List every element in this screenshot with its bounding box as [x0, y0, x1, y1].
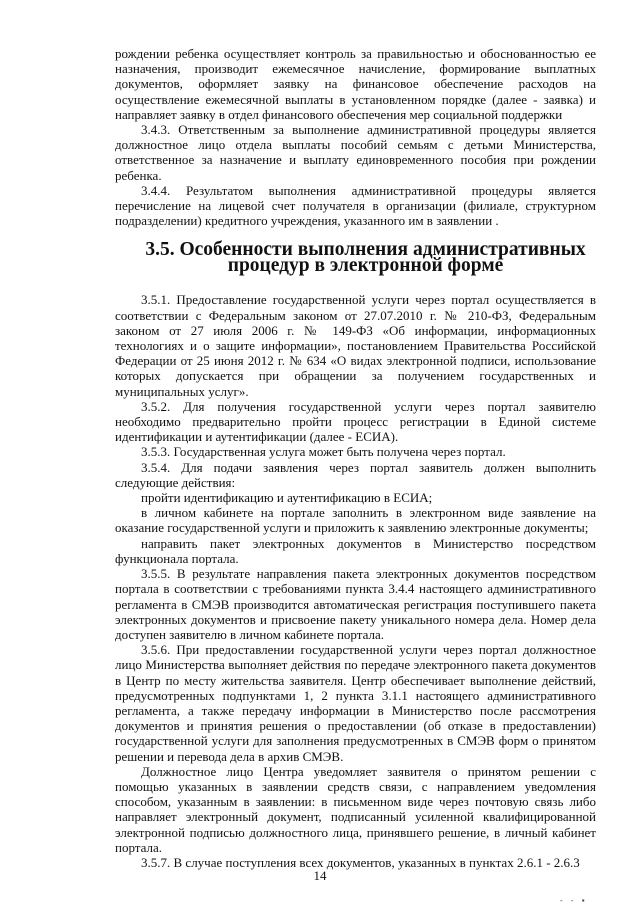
top-section [115, 46, 596, 228]
section-heading: 3.5. Особенности выполнения административных процедур в электронной форме [145, 239, 586, 277]
scan-marks: - - ▪ [560, 896, 588, 905]
page-number: 14 [313, 868, 327, 883]
paragraph: 3.5.6. При предоставлении государственной услуги через портал должностное лицо Министерства выполняет действия по передаче электронного пакета документов в Центр по месту жительства заявителя. Центр обеспечивает выполнение действий, предусмотренных подпунктами 1, 2 пункта 3.1.1 настоящего административного регламента, а также передачу информации в Министерство после рассмотрения документов и принятия решения о предоставлении (об отказе в предоставлении) государственной услуги для заполнения предусмотренных в СМЭВ форм о принятом решении и перевода дела в архив СМЭВ. [115, 642, 596, 764]
paragraph: Должностное лицо Центра уведомляет заявителя о принятом решении с помощью указанных в заявлении средств связи, с направлением уведомления способом, указанным в заявлении: в письменном виде через почтовую связь либо направляет электронный документ, подписанный усиленной квалифицированной электронной подписью должностного лица, принявшего решение, в личный кабинет портала. [115, 763, 596, 855]
paragraph: 3.5.7. В случае поступления всех документов, указанных в пунктах 2.6.1 - 2.6.3 [141, 854, 580, 870]
paragraph: в личном кабинете на портале заполнить в электронном виде заявление на оказание государственной услуги и приложить к заявлению электронные документы; [115, 505, 596, 536]
paragraph: 3.4.3. Ответственным за выполнение административной процедуры является должностное лицо отдела выплаты пособий семьям с детьми Министерства, ответственное за назначение и выплату единовременного пособия при рождении ребенка. [115, 122, 596, 183]
paragraph: рождении ребенка осуществляет контроль за правильностью и обоснованностью ее назначения, производит ежемесячное начисление, формирование выплатных документов, оформляет заявку на финансовое обеспечение расходов на осуществление ежемесячной выплаты в установленном порядке (далее - заявка) и направляет заявку в отдел финансового обеспечения мер социальной поддержки [115, 46, 596, 122]
bottom-section [115, 292, 596, 870]
paragraph: 3.4.4. Результатом выполнения административной процедуры является перечисление на лицевой счет получателя в организации (филиале, структурном подразделении) кредитного учреждения, указанного им в заявлении . [115, 182, 596, 229]
paragraph: 3.5.2. Для получения государственной услуги через портал заявителю необходимо предварительно пройти процесс регистрации в Единой системе идентификации и аутентификации (далее - ЕСИА). [115, 398, 596, 445]
paragraph: направить пакет электронных документов в Министерство посредством функционала портала. [115, 535, 596, 566]
paragraph: 3.5.3. Государственная услуга может быть получена через портал. [141, 444, 506, 460]
paragraph: 3.5.4. Для подачи заявления через портал заявитель должен выполнить следующие действия: [115, 459, 596, 490]
paragraph: пройти идентификацию и аутентификацию в ЕСИА; [141, 490, 433, 506]
paragraph: 3.5.1. Предоставление государственной услуги через портал осуществляется в соответствии с Федеральным законом от 27.07.2010 г. № 210-ФЗ, Федеральным законом от 27 июля 2006 г. № 149-ФЗ «Об информации, информационных технологиях и о защите информации», постановлением Правительства Российской Федерации от 25 июня 2012 г. № 634 «О видах электронной подписи, использование которых допускается при обращении за получением государственных и муниципальных услуг». [115, 292, 596, 399]
paragraph: 3.5.5. В результате направления пакета электронных документов посредством портала в соответствии с требованиями пункта 3.4.4 настоящего административного регламента в СМЭВ производится автоматическая регистрация поступившего пакета электронных документов и присвоение пакету уникального номера дела. Номер дела доступен заявителю в личном кабинете портала. [115, 566, 596, 642]
